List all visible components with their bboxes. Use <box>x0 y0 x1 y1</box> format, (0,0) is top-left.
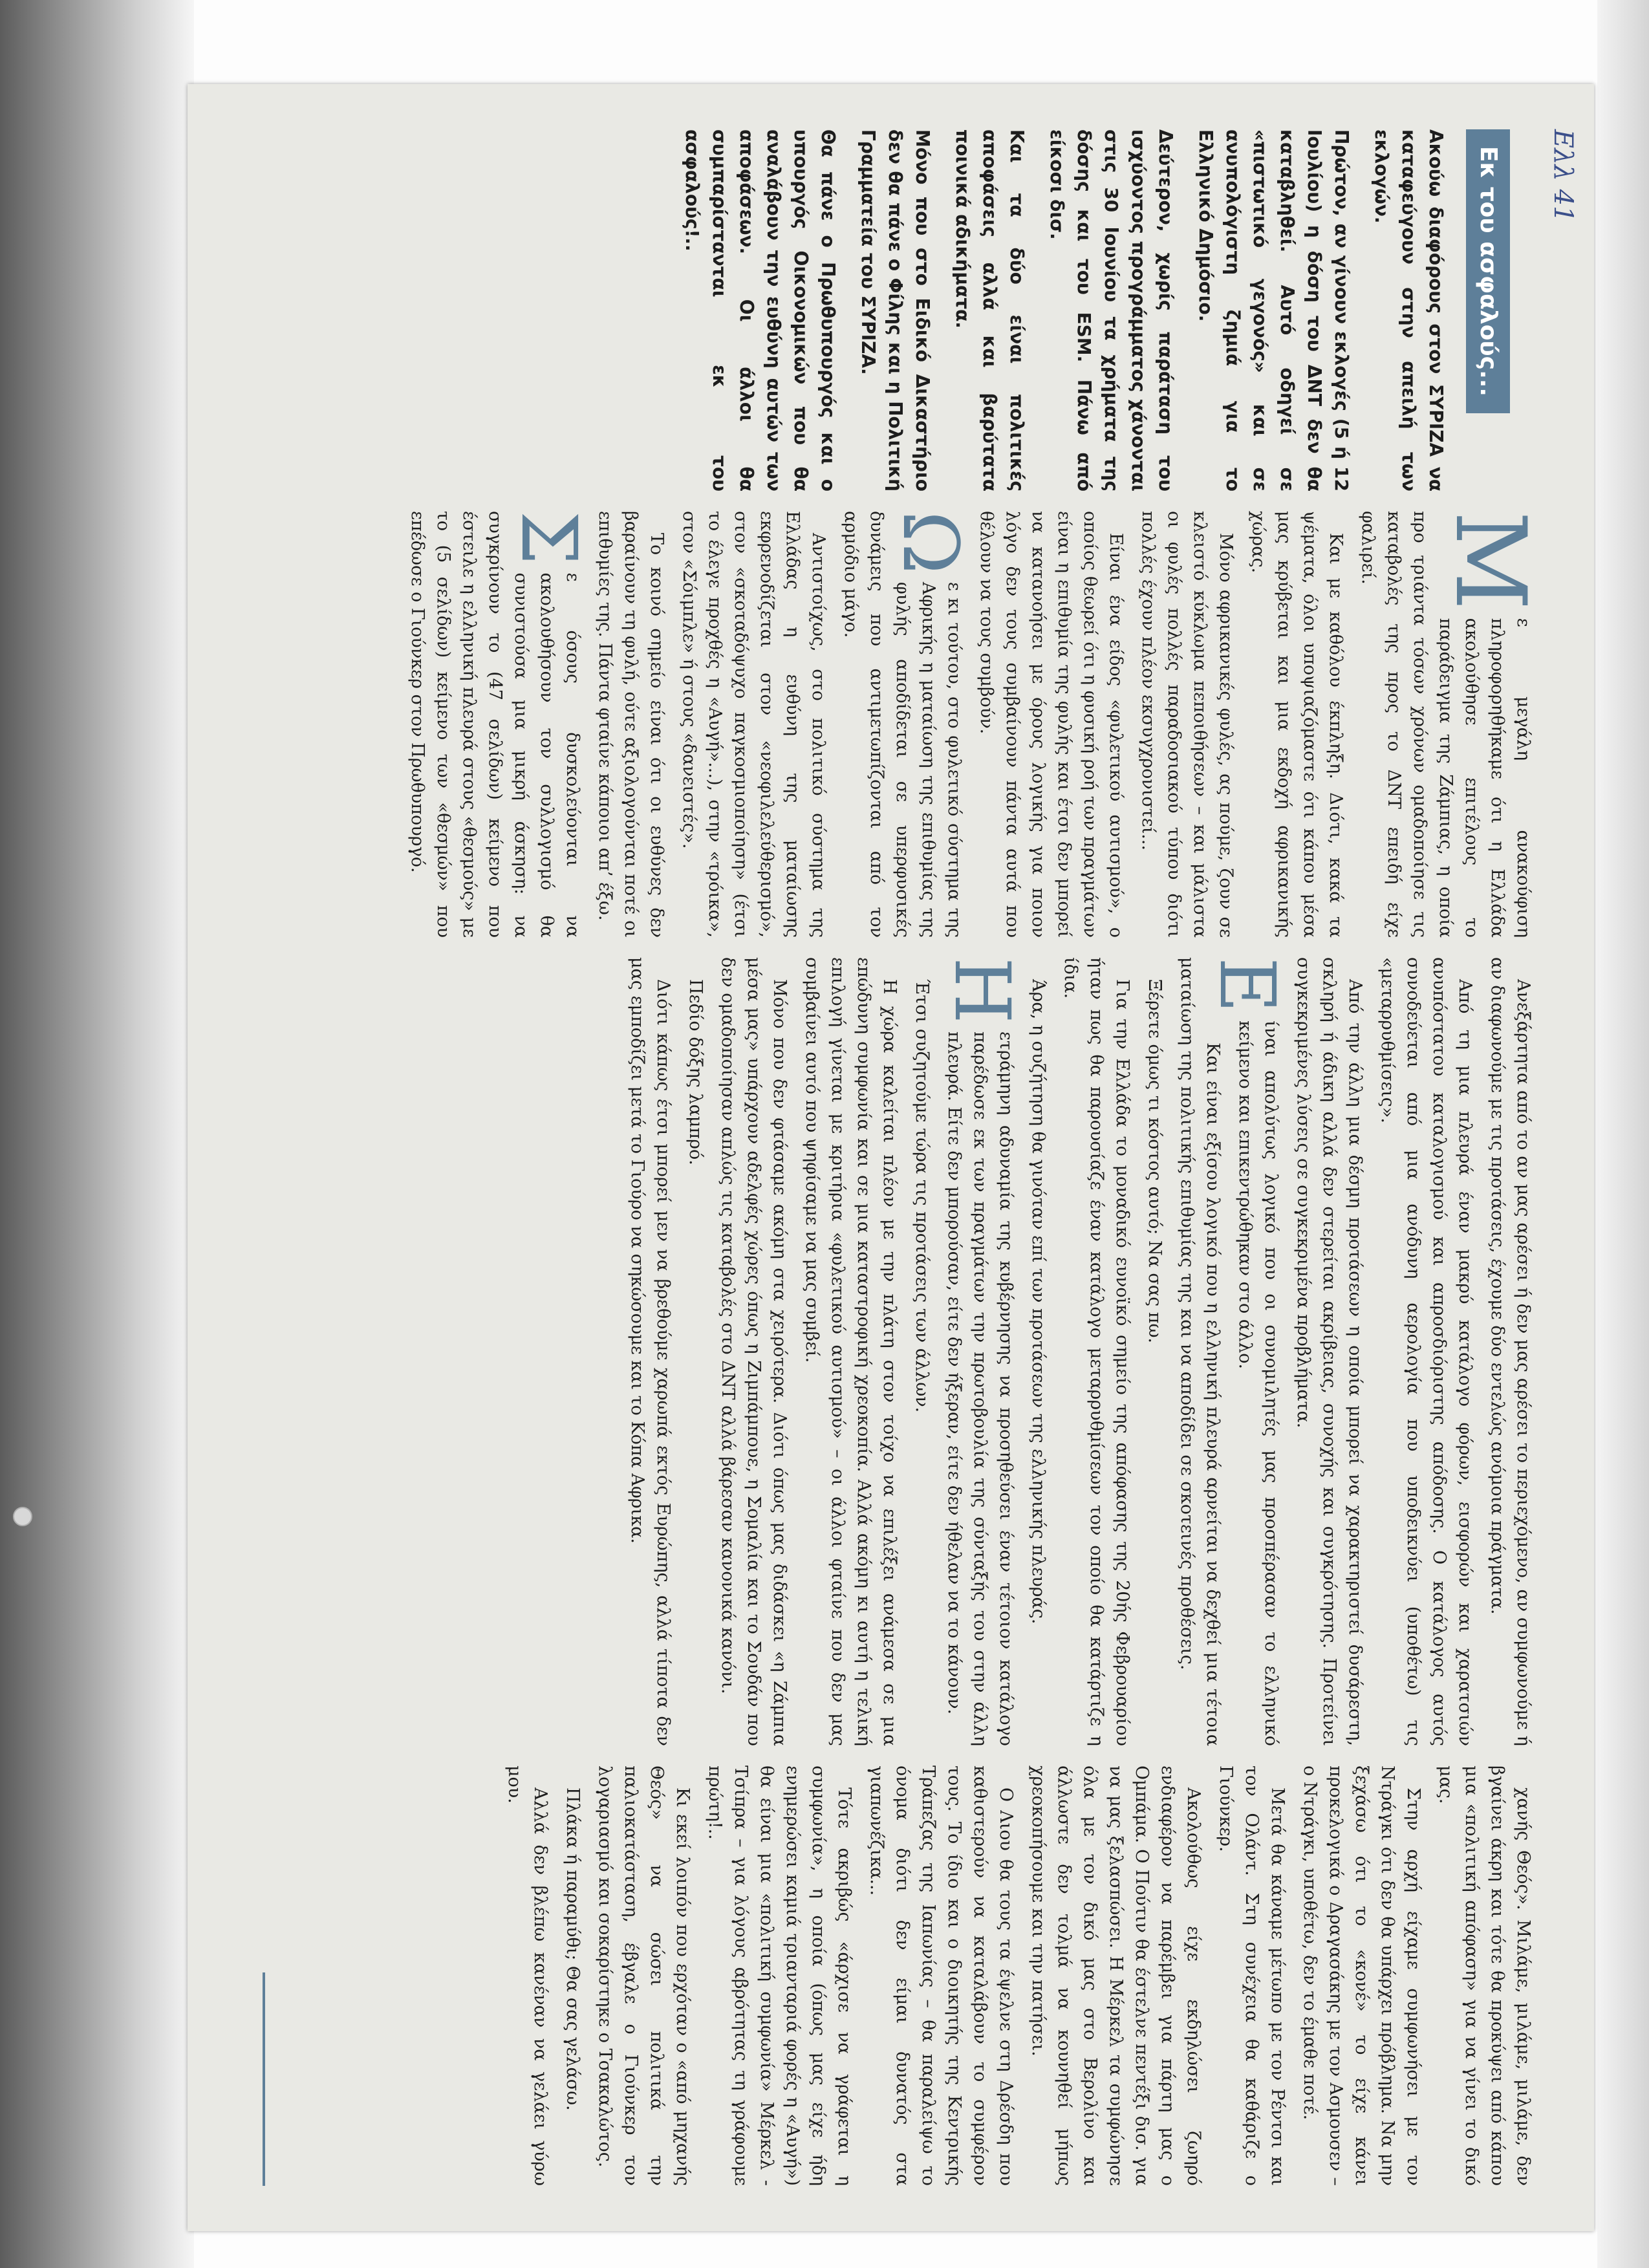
article-paragraph: Μόνο που δεν φτάσαμε ακόμη στα χειρότερα. Διότι όπως μας διδάσκει «η Ζάμπια μέσα μας» υπάρχουν αδελφές χώρες όπως η Ζιμπάμπουε, η Σομαλία και το Σουδάν που δεν ομαδοποίησαν απλώς τις καταβολές στο ΔΝΤ αλλά βάρεσαν κανονικά κανόνι. <box>718 957 790 1746</box>
article-paragraph: Διότι κάπως έτσι μπορεί μεν να βρεθούμε χαρωπά εκτός Ευρώπης, αλλά τίποτα δεν μας εμποδίζει μετά το Γιούρο να σηκώσουμε και το Κόπα Αφρικα. <box>627 957 673 1746</box>
rotated-article-page <box>188 84 1594 2231</box>
article-paragraph: Η ετράμηνη αδυναμία της κυβέρνησης να προσηθεύσει έναν τέτοιον κατάλογο παρέδωσε εκ των πραγμάτων την πρωτοβουλία της σύνταξής του στην άλλη πλευρά. Είτε δεν μπορούσαν, είτε δεν ήξεραν, είτε δεν ήθελαν να το κάνουν. <box>938 957 1027 1746</box>
sidebar-paragraph: Και τα δύο είναι πολιτικές αποφάσεις αλλά και βαρύτατα ποινικά αδικήματα. <box>952 129 1028 491</box>
article-paragraph: Ο Λιου θα τους τα έψελνε στη Δρέσδη που καθιστερούν να καταλάβουν το συμφέρον τους. Το ίδιο και ο διοικητής της Κεντρικής Τράπεζας της Ιαπωνίας – θα παραλείψω το όνομα διότι δεν είμαι δυνατός στα γιαπωνέζικα... <box>867 1766 1016 2186</box>
sidebar-paragraph: Πρώτον, αν γίνουν εκλογές (5 ή 12 Ιουλίου) η δόση του ΔΝΤ δεν θα καταβληθεί. Αυτό οδηγεί σε «πιστωτικό γεγονός» και σε ανυπολόγιστη ζημιά για το Ελληνικό Δημόσιο. <box>1195 129 1352 491</box>
article-paragraph: Ξέρετε όμως τι κόστος αυτό; Να σας πω. <box>1145 979 1165 1344</box>
drop-cap: Η <box>938 957 1027 1024</box>
scanner-edge-shadow-right <box>1597 0 1649 2268</box>
drop-cap: Ω <box>886 511 975 574</box>
sidebar-paragraph: Θα πάνε ο Πρωθυπουργός και ο υπουργός Οικονομικών που θα αναλάβουν την ευθύνη αυτών των αποφάσεων. Οι άλλοι θα συμπαρίστανται εκ του ασφαλούς!.. <box>682 129 839 491</box>
article-paragraph: Μετά θα κάναμε μέτωπο με τον Ρέντσι και τον Ολάντ. Στη συνέχεια θα καθάριζε ο Γιούνκερ. <box>1216 1766 1288 2186</box>
article-paragraph: Σ ε όσους δυσκολεύονται να ακολουθήσουν τον συλλογισμό θα συνιστούσα μια μικρή άσκηση: να συγκρίνουν το (47 σελίδων) κείμενο που έστειλε η ελληνική πλευρά στους «θεσμούς» με το (5 σελίδων) κείμενο των «θεσμών» που επέδωσε ο Γιούνκερ στον Πρωθυπουργό. <box>407 511 594 938</box>
article-paragraph: Ακολούθως είχε εκδηλώσει ζωηρό ενδιαφέρον να παρέμβει για πάρτη μας ο Ομπάμα. Ο Πούτιν θα έστελνε πεντέξι δισ. για να μας ξελασπώσει. Η Μέρκελ τα συμφώνησε όλα με τον δικό μας στο Βερολίνο και άλλωστε δεν τολμά να κουνηθεί μήπως χρεοκοπήσουμε και την πατήσει. <box>1028 1766 1203 2186</box>
article-paragraph: Και είναι εξίσου λογικό που η ελληνική πλευρά αρνείται να δεχθεί μια τέτοια ματαίωση της πολιτικής επιθυμίας της και να αποδίδει σε σκοτεινές προθέσεις. <box>1177 957 1223 1746</box>
article-paragraph: Η χώρα καλείται πλέον με την πλάτη στον τοίχο να επιλέξει ανάμεσα σε μια επώδυνη συμφωνία και σε μια καταστροφική χρεοκοπία. Αλλά ακόμη κι αυτή η τελική επιλογή γίνεται με κριτήρια «φυλετικού αυτισμού» – οι άλλοι φταίνε που δεν μας συμβαίνει αυτό που ψηφίσαμε να μας συμβεί. <box>802 957 900 1746</box>
article-paragraph: Αλλά δεν βλέπω κανέναν να γελάει γύρω μου. <box>504 1766 550 2186</box>
newspaper-clipping <box>188 84 1594 2231</box>
article-paragraph: Άρα, η συζήτηση θα γινόταν επί των προτάσεων της ελληνικής πλευράς. <box>1028 979 1048 1625</box>
sidebar-paragraph: Δεύτερον, χωρίς παράταση του ισχύοντος προγράμματος χάνονται στις 30 Ιουνίου τα χρήματα της δόσης και του ESM. Πάνω από είκοσι δισ. <box>1046 129 1176 491</box>
sidebar-paragraph: Ακούω διαφόρους στον ΣΥΡΙΖΑ να καταφεύγουν στην απειλή των εκλογών. <box>1371 129 1447 491</box>
article-paragraph: Τότε ακριβώς «άρχισε να γράφεται η συμφωνία», η οποία (όπως μας είχε ήδη ενημερώσει καμιά τριανταριά φορές η «Αυγή») θα είναι μια «πολιτική συμφωνία» Μέρκελ - Τσίπρα – για λόγους αβρότητας τη γράφουμε πρώτη!.. <box>705 1766 854 2186</box>
article-paragraph: Ω ε κι τούτου, στο φυλετικό σύστημα της Αφρικής η ματαίωση της επιθυμίας της φυλής αποδίδεται σε υπερφυσικές δυνάμεις που αντιμετωπίζονται από τον αρμόδιο μάγο. <box>841 511 975 938</box>
sidebar-title: Εκ του ασφαλούς... <box>1466 129 1510 413</box>
article-paragraph: Στην αρχή είχαμε συμφωνήσει με τον Ντράγκι ότι δεν θα υπάρχει πρόβλημα. Να μην ξεχάσω ότι το «κονέ» το είχε κάνει προκελογικά ο Δραγασάκης με τον Ασμουσεν – ο Ντράγκι, υποθέτω, δεν το έμαθε ποτέ. <box>1300 1766 1423 2186</box>
article-column-2 <box>618 957 1536 1746</box>
article-paragraph: Είναι ένα είδος «φυλετικού αυτισμού», ο οποίος θεωρεί ότι η φυσική ροή των πραγμάτων είναι η επιθυμία της φυλής και έτσι δεν μπορεί να κατανοήσει με όρους λογικής για ποιον λόγο δεν τους συμβαίνουν πάντα αυτά που θέλουν να τους συμβούν. <box>976 511 1126 938</box>
sidebar-text <box>678 129 1449 491</box>
article-paragraph: Από την άλλη μια δέσμη προτάσεων η οποία μπορεί να χαρακτηριστεί δυσάρεστη, σκληρή ή άδικη αλλά δεν στερείται ακρίβειας, συνοχής και συγκρότησης. Προτείνει συγκεκριμένες λύσεις σε συγκεκριμένα προβλήματα. <box>1293 957 1365 1746</box>
article-column-3 <box>495 1766 1536 2186</box>
article-paragraph: Πεδίο δόξης λαμπρό. <box>685 979 706 1165</box>
sidebar-paragraph: Μόνο που στο Ειδικό Δικαστήριο δεν θα πάνε ο Φίλης και η Πολιτική Γραμματεία του ΣΥΡΙΖΑ. <box>857 129 933 491</box>
article-paragraph: Από τη μια πλευρά έναν μακρύ κατάλογο φόρων, εισφορών και χαρατσιών ανυπόστατου καταλογισμού και απροσδιόριστης απόδοσης. Ο κατάλογος αυτός συνοδεύεται από μια ανόδυνη αερολογία που υποδεικνύει (υποθέτω) τις «μεταρρυθμίσεις». <box>1377 957 1475 1746</box>
handwritten-note: Ελλ 41 <box>1548 129 1578 222</box>
article-paragraph: Αντιστοίχως, στο πολιτικό σύστημα της Ελλάδας η ευθύνη της ματαίωσης εκφρενοδίζεται στον «νεοφιλελεύθερισμό», στον «σκοταδόψυχο παγκοσμιοποίηση» (έτσι το έλεγε προχθές η «Αυγή»...), στην «τρόικα», στον «Σόιμπλε» ή στους «δανειστές». <box>679 511 828 938</box>
end-rule <box>263 1972 265 2186</box>
article-paragraph: Έτσι συζητούμε τώρα τις προτάσεις των άλλων. <box>912 979 932 1413</box>
article-paragraph: Ανεξάρτητα από το αν μας αρέσει ή δεν μας αρέσει το περιεχόμενο, αν συμφωνούμε ή αν διαφωνούμε με τις προτάσεις, έχουμε δύο εντελώς ανόμοια πράγματα. <box>1487 957 1533 1746</box>
drop-cap: Σ <box>504 511 594 565</box>
drop-cap: Ε <box>1203 957 1292 1013</box>
sidebar-column <box>665 129 1510 491</box>
article-paragraph: Για την Ελλάδα το μοναδικό ευνοϊκό σημείο της απόφασης της 20ής Φεβρουαρίου ήταν πως θα παρουσίαζε έναν κατάλογο μεταρρυθμίσεων τον οποίο θα κατάρτιζε η ίδια. <box>1061 957 1132 1746</box>
article-paragraph: Ε ίναι απολύτως λογικό που οι συνομιλητές μας προσπέρασαν το ελληνικό κείμενο και επικεντρώθηκαν στο άλλο. <box>1203 957 1292 1746</box>
scanner-edge-shadow <box>0 0 194 2268</box>
article-column-1 <box>398 511 1546 938</box>
punch-hole <box>13 1507 32 1526</box>
article-paragraph: Και με καθόλου έκπληξη. Διότι, κακά τα ψέματα, όλοι υποψιαζόμαστε ότι κάπου μέσα μας κρύβεται και μια εκδοχή αφρικανικής χώρας. <box>1248 511 1346 938</box>
article-paragraph: Μόνο αφρικανικές φυλές, ας πούμε, ζουν σε κλειστό κύκλωμα πεποιθήσεων – και μάλιστα οι φυλές πολλές παραδοσιακού τύπου διότι πολλές έχουν πλέον εκσυγχρονιστεί... <box>1138 511 1236 938</box>
article-paragraph: Πλάκα ή παραμύθι; Θα σας γελάσω. <box>563 1787 583 2111</box>
article-paragraph: χανής Θεός». Μιλάμε, μιλάμε, μιλάμε, δεν βγαίνει άκρη και τότε θα προκύψει από κάπου μια «πολιτική απόφαση» για να γίνει το δικό μας. <box>1436 1766 1533 2186</box>
article-paragraph: Το κοινό σημείο είναι ότι οι ευθύνες δεν βαραίνουν τη φυλή, ούτε αξιολογούνται ποτέ οι επιθυμίες της. Πάντα φταίνε κάποιοι απ’ έξω. <box>595 511 667 938</box>
article-paragraph: Κι εκεί λοιπόν που ερχόταν ο «από μηχανής Θεός» να σώσει πολιτικά την παλιοκατάσταση, έβγαλε ο Γιούνκερ τον λογαριασμό και σοκαρίστηκε ο Τσακαλώτος. <box>595 1766 693 2186</box>
drop-cap: Μ <box>1434 511 1546 610</box>
article-paragraph: Μ ε μεγάλη ανακούφιση πληροφορηθήκαμε ότι η Ελλάδα ακολούθησε επιτέλους το παράδειγμα της Ζάμπιας, η οποία προ τριάντα τόσων χρόνων ομαδοποίησε τις καταβολές της προς το ΔΝΤ επειδή είχε φαλιρεί. <box>1358 511 1546 938</box>
